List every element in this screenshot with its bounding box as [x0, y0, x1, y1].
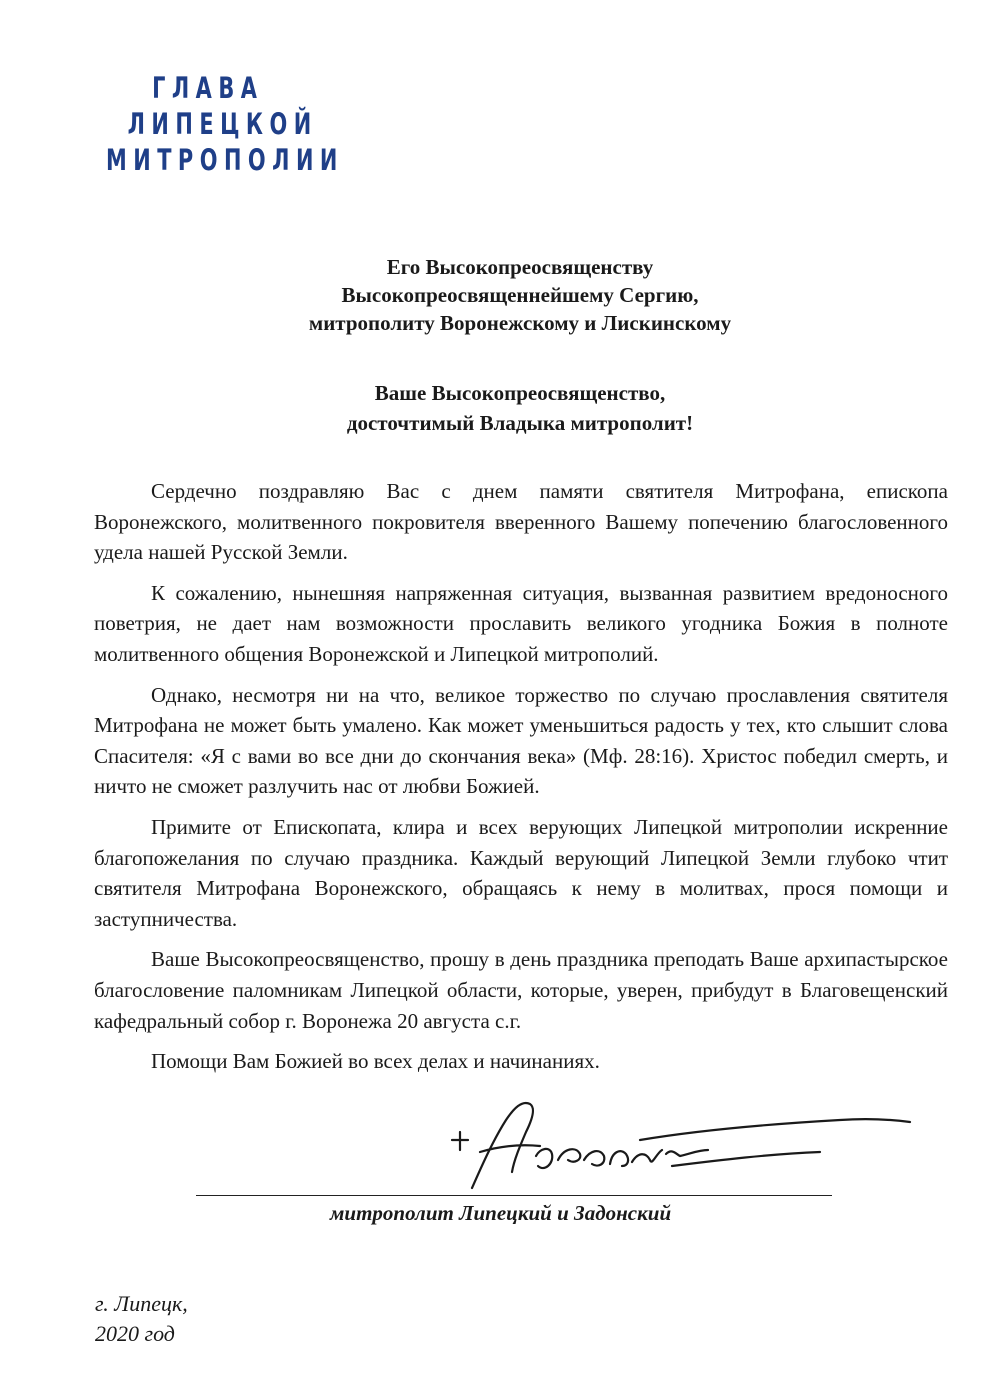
addressee-line-2: Высокопреосвященнейшему Сергию, [341, 283, 699, 307]
city: г. Липецк, [95, 1291, 188, 1316]
year: 2020 год [95, 1321, 175, 1346]
letterhead-line-3: МИТРОПОЛИИ [106, 143, 344, 177]
signature-line [196, 1195, 832, 1196]
letterhead-logo [106, 70, 344, 178]
greeting-line-2: досточтимый Владыка митрополит! [346, 411, 694, 435]
paragraph: Примите от Епископата, клира и всех верующих Липецкой митрополии искренние благопожелания по случаю праздника. Каждый верующий Липецкой Земли глубоко чтит святителя Митрофана Воронежского, обращаясь к нему в молитвах, прося помощи и заступничества. [94, 814, 948, 931]
addressee-line-1: Его Высокопреосвященству [386, 255, 654, 279]
paragraph: Ваше Высокопреосвященство, прошу в день праздника преподать Ваше архипастырское благословение паломникам Липецкой области, которые, уверен, прибудут в Благовещенский кафедральный собор г. Воронежа 20 августа с.г. [94, 947, 948, 1033]
signatory-title: митрополит Липецкий и Задонский [330, 1201, 672, 1225]
letter-body [94, 476, 948, 1087]
greeting-block [0, 378, 1000, 438]
paragraph: Сердечно поздравляю Вас с днем памяти святителя Митрофана, епископа Воронежского, молитвенного покровителя вверенного Вашему попечению благословенного удела нашей Русской Земли. [94, 479, 948, 565]
place-and-date [95, 1289, 188, 1349]
handwritten-signature [440, 1090, 920, 1200]
paragraph: К сожалению, нынешняя напряженная ситуация, вызванная развитием вредоносного поветрия, не дает нам возможности прославить великого угодника Божия в полноте молитвенного общения Воронежской и Липецкой митрополий. [94, 580, 948, 666]
addressee-line-3: митрополиту Воронежскому и Лискинскому [308, 311, 732, 335]
paragraph: Помощи Вам Божией во всех делах и начинаниях. [151, 1049, 600, 1074]
letterhead-line-2: ЛИПЕЦКОЙ [127, 107, 318, 141]
paragraph: Однако, несмотря ни на что, великое торжество по случаю прославления святителя Митрофана не может быть умалено. Как может уменьшиться радость у тех, кто слышит слова Спасителя: «Я с вами во все дни до скончания века» (Мф. 28:16). Христос победил смерть, и ничто не сможет разлучить нас от любви Божией. [94, 682, 948, 799]
greeting-line-1: Ваше Высокопреосвященство, [374, 381, 666, 405]
addressee-block [0, 253, 1000, 337]
letterhead-line-1: ГЛАВА [152, 71, 264, 105]
